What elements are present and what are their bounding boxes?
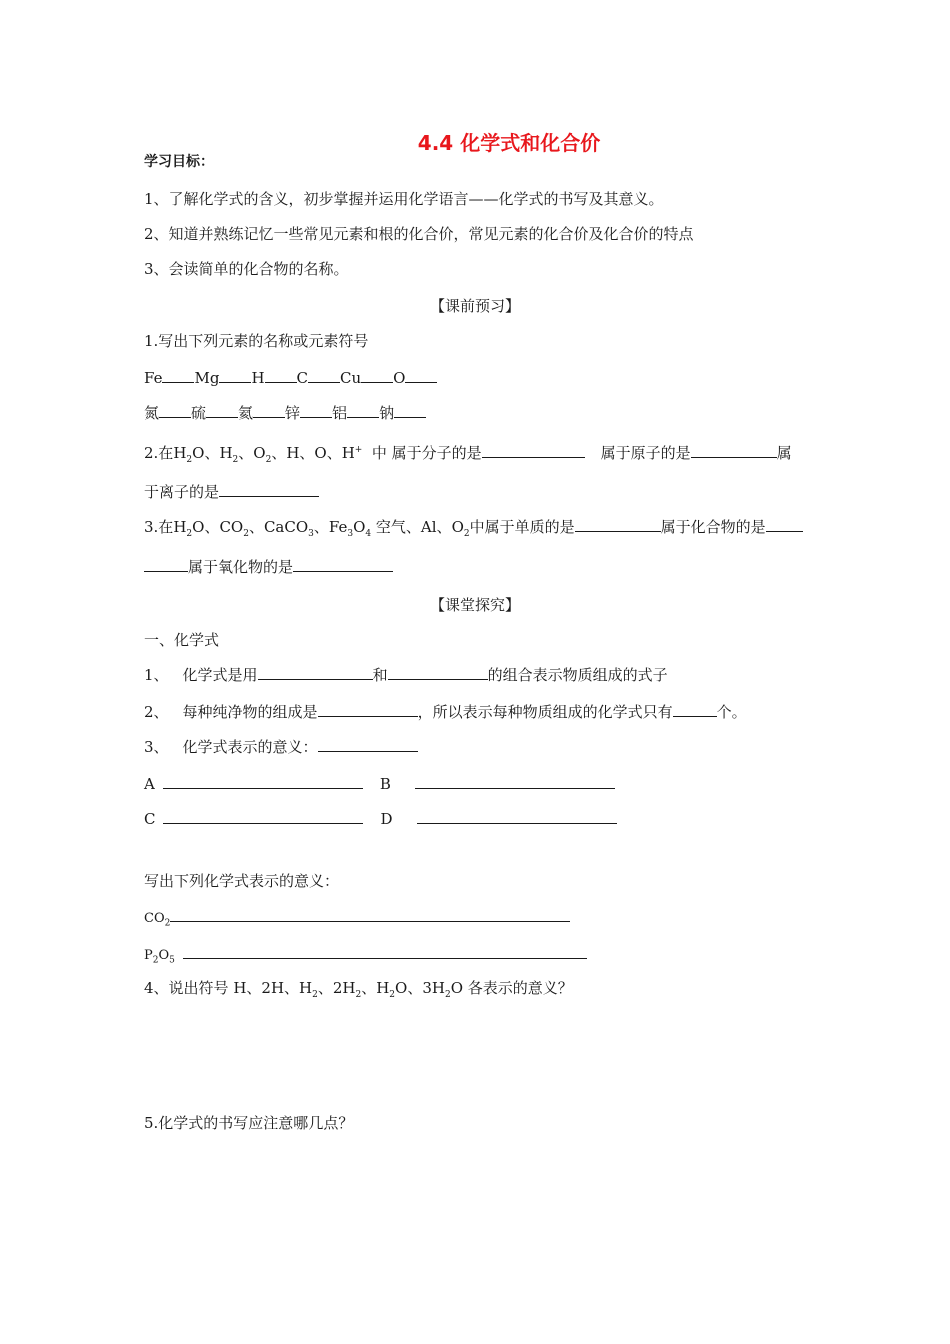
item1-a: 化学式是用 bbox=[182, 666, 258, 684]
name-sodium: 钠 bbox=[379, 404, 395, 422]
item3-num: 3、 bbox=[144, 738, 169, 756]
co2-row: $CO_2$ bbox=[144, 907, 570, 934]
blank-zinc[interactable] bbox=[300, 403, 332, 418]
section-chemical-formula: 一、化学式 bbox=[144, 631, 220, 649]
q3-element-label: 中属于单质的是 bbox=[469, 518, 575, 536]
item2-b: ，所以表示每种物质组成的化学式只有 bbox=[417, 703, 673, 721]
page-title: 4.4 化学式和化合价 bbox=[417, 131, 601, 155]
blank-item2-2[interactable] bbox=[673, 702, 717, 717]
option-row-ab bbox=[144, 774, 615, 794]
blank-element[interactable] bbox=[575, 517, 661, 532]
item2-num: 2、 bbox=[144, 703, 169, 721]
blank-helium[interactable] bbox=[253, 403, 285, 418]
p2o5-row: $P_2O_5$ bbox=[144, 944, 587, 971]
blank-item1-1[interactable] bbox=[258, 665, 373, 680]
blank-item2-1[interactable] bbox=[318, 702, 418, 717]
item1-num: 1、 bbox=[144, 666, 169, 684]
q3-compound-label: 属于化合物的是 bbox=[660, 518, 766, 536]
symbol-cu: Cu bbox=[340, 369, 362, 387]
blank-p2o5[interactable] bbox=[183, 944, 587, 959]
explore-item-1 bbox=[144, 665, 668, 685]
blank-sulfur[interactable] bbox=[206, 403, 238, 418]
goal-item-2: 2、知道并熟练记忆一些常见元素和根的化合价，常见元素的化合价及化合价的特点 bbox=[144, 225, 694, 243]
blank-fe[interactable] bbox=[162, 368, 194, 383]
q2-prefix: 2.在 bbox=[144, 444, 174, 462]
explore-item-3 bbox=[144, 737, 418, 757]
item2-a: 每种纯净物的组成是 bbox=[182, 703, 318, 721]
preview-heading: 【课前预习】 bbox=[429, 297, 520, 315]
blank-h[interactable] bbox=[265, 368, 297, 383]
blank-ion[interactable] bbox=[219, 482, 319, 497]
name-nitrogen: 氮 bbox=[144, 404, 160, 422]
goal-item-1: 1、了解化学式的含义，初步掌握并运用化学语言——化学式的书写及其意义。 bbox=[144, 190, 664, 208]
blank-molecule[interactable] bbox=[482, 443, 585, 458]
q3-oxide-label: 属于氧化物的是 bbox=[188, 558, 294, 576]
option-row-cd bbox=[144, 809, 617, 829]
blank-nitrogen[interactable] bbox=[159, 403, 191, 418]
blank-o[interactable] bbox=[405, 368, 437, 383]
blank-option-d[interactable] bbox=[417, 809, 617, 824]
q3-prefix: 3.在 bbox=[144, 518, 174, 536]
blank-option-b[interactable] bbox=[415, 774, 615, 789]
goals-heading: 学习目标： bbox=[144, 154, 214, 170]
option-b-label: B bbox=[379, 775, 391, 793]
blank-compound-cont[interactable] bbox=[144, 557, 188, 572]
name-helium: 氦 bbox=[238, 404, 254, 422]
preview-q3: 3.在$H_2O$、$CO_2$、CaCO$_3$、$Fe_3O_4$ 空气、Al、$O_2$中属于单质的是 属于化合物的是 bbox=[144, 517, 803, 544]
item1-c: 的组合表示物质组成的式子 bbox=[487, 666, 668, 684]
element-symbols-row bbox=[144, 368, 437, 388]
p2o5-formula: P bbox=[144, 948, 153, 963]
item1-b: 和 bbox=[372, 666, 388, 684]
q4-tail: 各表示的意义？ bbox=[467, 979, 573, 997]
option-d-label: D bbox=[380, 810, 393, 828]
q2-ion-label: 于离子的是 bbox=[144, 483, 220, 501]
blank-oxide[interactable] bbox=[293, 557, 393, 572]
blank-atom[interactable] bbox=[691, 443, 777, 458]
blank-aluminum[interactable] bbox=[347, 403, 379, 418]
blank-compound[interactable] bbox=[766, 517, 803, 532]
explore-item-2 bbox=[144, 702, 747, 722]
option-a-label: A bbox=[144, 775, 155, 793]
symbol-o: O bbox=[393, 369, 406, 387]
symbol-mg: Mg bbox=[194, 369, 220, 387]
co2-formula: CO bbox=[144, 911, 165, 926]
blank-item1-2[interactable] bbox=[388, 665, 488, 680]
goal-item-3: 3、会读简单的化合物的名称。 bbox=[144, 260, 349, 278]
write-meaning-prompt: 写出下列化学式表示的意义： bbox=[144, 872, 340, 890]
blank-item3[interactable] bbox=[318, 737, 418, 752]
q3-air: 空气、Al、 bbox=[375, 518, 452, 536]
blank-option-c[interactable] bbox=[163, 809, 363, 824]
explore-heading: 【课堂探究】 bbox=[429, 596, 520, 614]
preview-q1: 1.写出下列元素的名称或元素符号 bbox=[144, 332, 369, 350]
q4-prefix: 4、说出符号 bbox=[144, 979, 229, 997]
preview-q3-cont bbox=[144, 557, 393, 577]
q2-molecule-label: 中 属于分子的是 bbox=[371, 444, 482, 462]
blank-co2[interactable] bbox=[170, 907, 570, 922]
element-names-row bbox=[144, 403, 426, 423]
name-sulfur: 硫 bbox=[191, 404, 207, 422]
question-4: 4、说出符号 H、2H、$H_2$、$2H_2$、$H_2O$、$3H_2O$ 各表示的意义？ bbox=[144, 979, 573, 1000]
symbol-h: H bbox=[251, 369, 265, 387]
blank-sodium[interactable] bbox=[394, 403, 426, 418]
preview-q2: 2.在$H_2O$、$H_2$、$O_2$、H、O、H+ 中 属于分子的是 属于原子的是 属 bbox=[144, 444, 792, 465]
blank-option-a[interactable] bbox=[163, 774, 363, 789]
question-5: 5.化学式的书写应注意哪几点？ bbox=[144, 1114, 354, 1132]
name-zinc: 锌 bbox=[285, 404, 301, 422]
q2-shu: 属 bbox=[776, 444, 792, 462]
symbol-fe: Fe bbox=[144, 369, 163, 387]
blank-mg[interactable] bbox=[219, 368, 251, 383]
item2-c: 个。 bbox=[716, 703, 747, 721]
name-aluminum: 铝 bbox=[332, 404, 348, 422]
q2-atom-label: 属于原子的是 bbox=[600, 444, 691, 462]
blank-c[interactable] bbox=[308, 368, 340, 383]
option-c-label: C bbox=[144, 810, 156, 828]
symbol-c: C bbox=[296, 369, 309, 387]
blank-cu[interactable] bbox=[361, 368, 393, 383]
item3-a: 化学式表示的意义： bbox=[182, 738, 318, 756]
preview-q2-cont bbox=[144, 482, 319, 502]
